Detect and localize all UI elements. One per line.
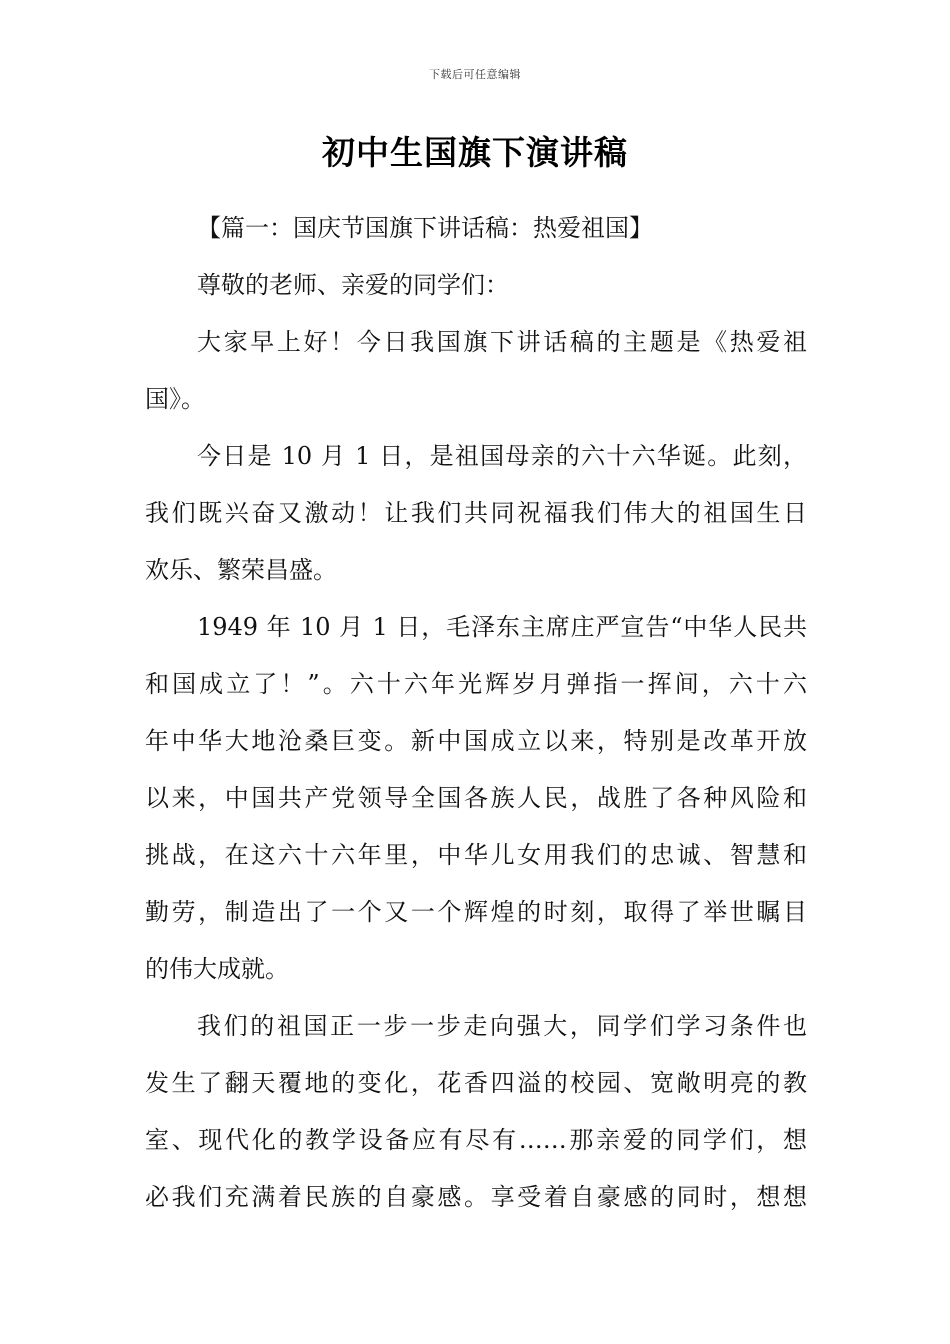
paragraph-line: 以来，中国共产党领导全国各族人民，战胜了各种风险和 xyxy=(145,784,807,812)
paragraph-line: 欢乐、繁荣昌盛。 xyxy=(145,556,337,584)
section-heading: 【篇一：国庆节国旗下讲话稿：热爱祖国】 xyxy=(197,214,653,242)
paragraph xyxy=(145,599,807,998)
paragraph-line: 室、现代化的教学设备应有尽有……那亲爱的同学们，想 xyxy=(145,1126,807,1154)
header-note: 下载后可任意编辑 xyxy=(429,68,521,81)
paragraph-line: 和国成立了！”。六十六年光辉岁月弹指一挥间，六十六 xyxy=(145,670,807,698)
paragraph-line: 发生了翻天覆地的变化，花香四溢的校园、宽敞明亮的教 xyxy=(145,1069,807,1097)
salutation: 尊敬的老师、亲爱的同学们： xyxy=(197,271,509,299)
document-title: 初中生国旗下演讲稿 xyxy=(322,133,628,172)
paragraph xyxy=(145,314,807,428)
paragraph-line: 我们既兴奋又激动！让我们共同祝福我们伟大的祖国生日 xyxy=(145,499,807,527)
paragraph-line: 年中华大地沧桑巨变。新中国成立以来，特别是改革开放 xyxy=(145,727,807,755)
paragraph-line: 挑战，在这六十六年里，中华儿女用我们的忠诚、智慧和 xyxy=(145,841,807,869)
paragraph xyxy=(145,428,807,599)
paragraph-line: 大家早上好！今日我国旗下讲话稿的主题是《热爱祖 xyxy=(197,328,807,356)
paragraph-line: 我们的祖国正一步一步走向强大，同学们学习条件也 xyxy=(197,1012,807,1040)
paragraph-line: 国》。 xyxy=(145,385,205,413)
document-body xyxy=(145,200,807,1226)
paragraph xyxy=(145,998,807,1226)
paragraph-line: 勤劳，制造出了一个又一个辉煌的时刻，取得了举世瞩目 xyxy=(145,898,807,926)
paragraph-line: 的伟大成就。 xyxy=(145,955,289,983)
paragraph-line: 1949 年 10 月 1 日，毛泽东主席庄严宣告“中华人民共 xyxy=(197,613,807,641)
paragraph-line: 今日是 10 月 1 日，是祖国母亲的六十六华诞。此刻， xyxy=(197,442,807,470)
paragraph-line: 必我们充满着民族的自豪感。享受着自豪感的同时，想想 xyxy=(145,1183,807,1211)
